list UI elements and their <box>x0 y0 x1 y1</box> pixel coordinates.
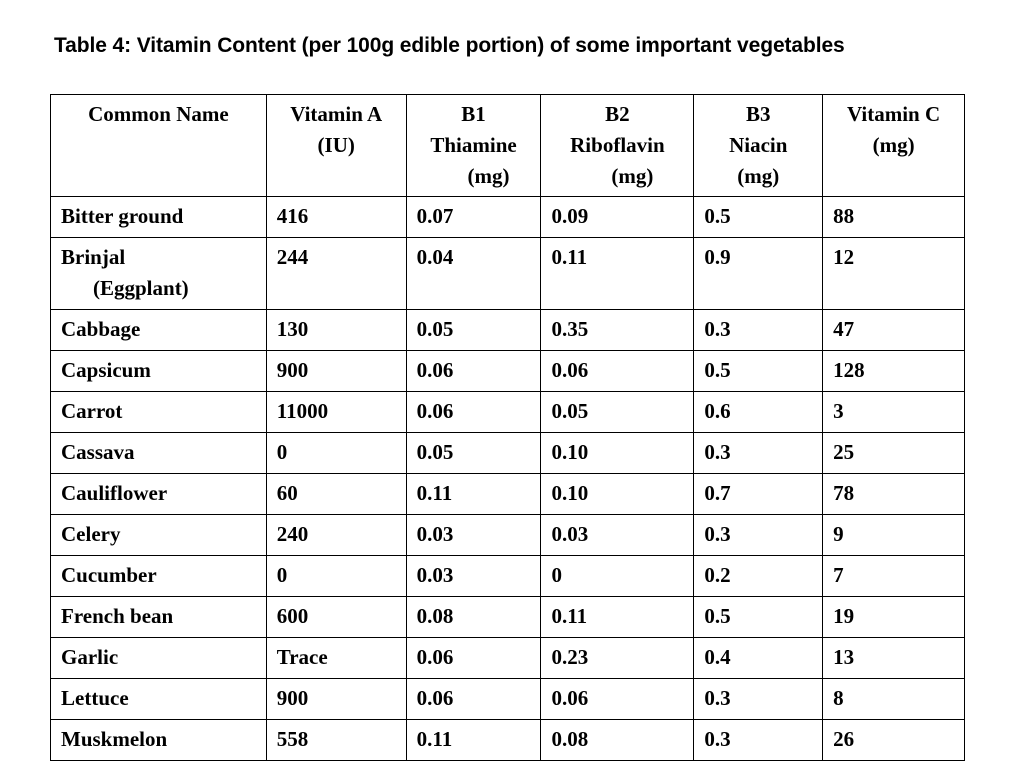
cell-b2: 0 <box>541 556 694 597</box>
cell-b3: 0.5 <box>694 197 823 238</box>
header-line: (IU) <box>317 133 355 157</box>
cell-b1: 0.07 <box>406 197 541 238</box>
header-line: Riboflavin <box>570 133 665 157</box>
cell-b3: 0.3 <box>694 310 823 351</box>
header-row <box>51 95 965 197</box>
table-row <box>51 556 965 597</box>
cell-common-name: Carrot <box>51 392 267 433</box>
table-row <box>51 197 965 238</box>
cell-vitamin-c: 78 <box>823 474 965 515</box>
header-line: Niacin <box>729 133 788 157</box>
cell-vitamin-a: 900 <box>266 679 406 720</box>
cell-b1: 0.08 <box>406 597 541 638</box>
cell-vitamin-a: 0 <box>266 433 406 474</box>
cell-b1: 0.04 <box>406 238 541 310</box>
cell-b3: 0.5 <box>694 351 823 392</box>
header-line: B3 <box>745 102 771 126</box>
table-row <box>51 474 965 515</box>
header-common-name <box>51 95 267 197</box>
cell-b1: 0.11 <box>406 720 541 761</box>
table-row <box>51 433 965 474</box>
table-row <box>51 515 965 556</box>
header-line: B1 <box>461 102 486 126</box>
cell-vitamin-c: 25 <box>823 433 965 474</box>
cell-b3: 0.6 <box>694 392 823 433</box>
cell-vitamin-a: 240 <box>266 515 406 556</box>
cell-common-name: Capsicum <box>51 351 267 392</box>
table-row <box>51 351 965 392</box>
cell-b2: 0.11 <box>541 238 694 310</box>
header-line: (mg) <box>872 133 915 157</box>
table-row <box>51 238 965 310</box>
header-b1 <box>406 95 541 197</box>
cell-vitamin-a: 0 <box>266 556 406 597</box>
table-row <box>51 638 965 679</box>
cell-b3: 0.9 <box>694 238 823 310</box>
cell-vitamin-c: 12 <box>823 238 965 310</box>
cell-common-name: Bitter ground <box>51 197 267 238</box>
cell-common-name: Cauliflower <box>51 474 267 515</box>
cell-vitamin-c: 19 <box>823 597 965 638</box>
cell-common-name: Celery <box>51 515 267 556</box>
cell-b2: 0.35 <box>541 310 694 351</box>
table-row <box>51 597 965 638</box>
header-b2 <box>541 95 694 197</box>
header-vitamin-c <box>823 95 965 197</box>
header-line: Vitamin A <box>290 102 383 126</box>
cell-common-name: Garlic <box>51 638 267 679</box>
cell-common-name: Cabbage <box>51 310 267 351</box>
name-line: Brinjal <box>61 245 126 269</box>
table-title: Table 4: Vitamin Content (per 100g edible portion) of some important vegetables <box>54 34 845 57</box>
cell-b2: 0.06 <box>541 679 694 720</box>
cell-vitamin-c: 88 <box>823 197 965 238</box>
cell-vitamin-a: 60 <box>266 474 406 515</box>
cell-b1: 0.06 <box>406 679 541 720</box>
cell-common-name: French bean <box>51 597 267 638</box>
cell-vitamin-a: 900 <box>266 351 406 392</box>
cell-b1: 0.06 <box>406 392 541 433</box>
cell-vitamin-a: 558 <box>266 720 406 761</box>
cell-b3: 0.2 <box>694 556 823 597</box>
cell-b2: 0.23 <box>541 638 694 679</box>
header-line: (mg) <box>611 164 654 188</box>
cell-b1: 0.05 <box>406 433 541 474</box>
cell-vitamin-a: 600 <box>266 597 406 638</box>
cell-b3: 0.3 <box>694 720 823 761</box>
header-line: (mg) <box>467 164 510 188</box>
header-b3 <box>694 95 823 197</box>
cell-vitamin-a: 130 <box>266 310 406 351</box>
cell-b3: 0.3 <box>694 433 823 474</box>
cell-b3: 0.4 <box>694 638 823 679</box>
cell-b1: 0.03 <box>406 515 541 556</box>
cell-vitamin-a: 416 <box>266 197 406 238</box>
cell-vitamin-c: 8 <box>823 679 965 720</box>
cell-b1: 0.06 <box>406 638 541 679</box>
cell-common-name: Cassava <box>51 433 267 474</box>
header-line: Thiamine <box>430 133 517 157</box>
table-row <box>51 679 965 720</box>
name-line: (Eggplant) <box>93 276 189 300</box>
cell-b1: 0.11 <box>406 474 541 515</box>
cell-vitamin-a: Trace <box>266 638 406 679</box>
cell-vitamin-c: 9 <box>823 515 965 556</box>
table-header <box>51 95 965 197</box>
header-line: Common Name <box>88 102 229 126</box>
cell-b2: 0.09 <box>541 197 694 238</box>
header-line: Vitamin C <box>847 102 941 126</box>
cell-vitamin-c: 26 <box>823 720 965 761</box>
wrapped-name <box>61 242 256 304</box>
cell-vitamin-c: 7 <box>823 556 965 597</box>
cell-b2: 0.06 <box>541 351 694 392</box>
cell-b3: 0.7 <box>694 474 823 515</box>
cell-b2: 0.03 <box>541 515 694 556</box>
cell-b2: 0.11 <box>541 597 694 638</box>
cell-vitamin-c: 3 <box>823 392 965 433</box>
cell-b2: 0.10 <box>541 433 694 474</box>
cell-vitamin-c: 128 <box>823 351 965 392</box>
cell-b1: 0.03 <box>406 556 541 597</box>
cell-common-name: Lettuce <box>51 679 267 720</box>
table-row <box>51 720 965 761</box>
cell-b2: 0.08 <box>541 720 694 761</box>
cell-b1: 0.06 <box>406 351 541 392</box>
cell-vitamin-a: 11000 <box>266 392 406 433</box>
cell-common-name <box>51 238 267 310</box>
cell-b1: 0.05 <box>406 310 541 351</box>
vitamin-table <box>50 94 965 761</box>
cell-b3: 0.5 <box>694 597 823 638</box>
table-row <box>51 392 965 433</box>
cell-common-name: Muskmelon <box>51 720 267 761</box>
cell-b2: 0.10 <box>541 474 694 515</box>
cell-vitamin-a: 244 <box>266 238 406 310</box>
cell-common-name: Cucumber <box>51 556 267 597</box>
header-line: (mg) <box>737 164 780 188</box>
table-row <box>51 310 965 351</box>
header-vitamin-a <box>266 95 406 197</box>
header-line: B2 <box>605 102 630 126</box>
cell-b3: 0.3 <box>694 515 823 556</box>
table-body <box>51 197 965 761</box>
cell-b3: 0.3 <box>694 679 823 720</box>
cell-vitamin-c: 13 <box>823 638 965 679</box>
cell-b2: 0.05 <box>541 392 694 433</box>
cell-vitamin-c: 47 <box>823 310 965 351</box>
